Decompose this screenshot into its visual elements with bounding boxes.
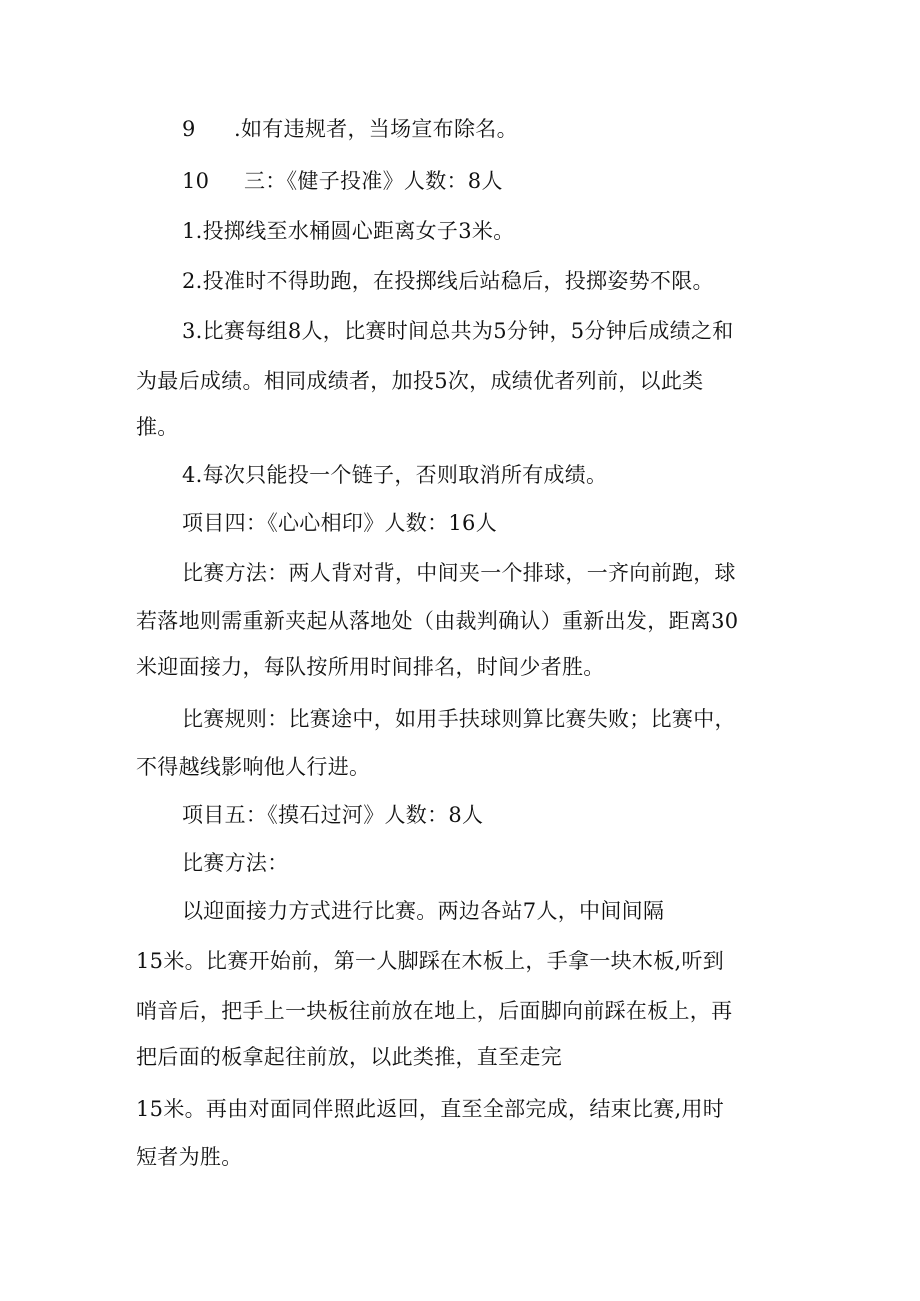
line-text: .如有违规者，当场宣布除名。 bbox=[234, 117, 518, 141]
paragraph-line bbox=[136, 652, 605, 682]
project-three-heading bbox=[182, 166, 503, 196]
line-text: 比赛规则：比赛途中，如用手扶球则算比赛失败；比赛中， bbox=[182, 707, 736, 731]
paragraph-line bbox=[136, 946, 724, 976]
rule-item-2 bbox=[182, 266, 714, 296]
line-text: 短者为胜。 bbox=[136, 1145, 243, 1169]
method-paragraph bbox=[182, 558, 736, 588]
paragraph-line bbox=[136, 606, 738, 636]
rules-paragraph bbox=[182, 704, 736, 734]
line-text: 三：《健子投准》人数：8人 bbox=[244, 169, 503, 193]
line-text: 米迎面接力，每队按所用时间排名，时间少者胜。 bbox=[136, 655, 605, 679]
rule-item-3 bbox=[182, 316, 734, 346]
paragraph-line bbox=[136, 366, 703, 396]
paragraph-line bbox=[136, 1094, 724, 1124]
line-text: 不得越线影响他人行进。 bbox=[136, 755, 371, 779]
line-text: 哨音后，把手上一块板往前放在地上，后面脚向前踩在板上，再 bbox=[136, 999, 733, 1023]
line-text: 为最后成绩。相同成绩者，加投5次，成绩优者列前，以此类 bbox=[136, 369, 704, 393]
line-text: 项目五：《摸石过河》人数：8人 bbox=[182, 803, 484, 827]
numbered-rule-9 bbox=[182, 114, 518, 144]
line-text: 若落地则需重新夹起从落地处（由裁判确认）重新出发，距离30 bbox=[136, 609, 739, 633]
line-text: 2.投准时不得助跑，在投掷线后站稳后，投掷姿势不限。 bbox=[182, 269, 714, 293]
rule-item-1 bbox=[182, 216, 515, 246]
line-text: 1.投掷线至水桶圆心距离女子3米。 bbox=[182, 219, 515, 243]
line-text: 15米。再由对面同伴照此返回，直至全部完成，结束比赛,用时 bbox=[136, 1097, 725, 1121]
line-number: 9 bbox=[182, 117, 196, 141]
paragraph-line bbox=[136, 412, 179, 442]
line-text: 15米。比赛开始前，第一人脚踩在木板上，手拿一块木板,听到 bbox=[136, 949, 725, 973]
line-text: 4.每次只能投一个链子，否则取消所有成绩。 bbox=[182, 463, 608, 487]
line-text: 把后面的板拿起往前放，以此类推，直至走完 bbox=[136, 1045, 562, 1069]
paragraph-line bbox=[136, 996, 732, 1026]
project-five-heading bbox=[182, 800, 483, 830]
method-heading bbox=[182, 848, 289, 878]
method-paragraph bbox=[182, 896, 664, 926]
line-text: 比赛方法： bbox=[182, 851, 289, 875]
paragraph-line bbox=[136, 1042, 562, 1072]
paragraph-line bbox=[136, 752, 370, 782]
line-text: 项目四：《心心相印》人数：16人 bbox=[182, 511, 498, 535]
line-text: 以迎面接力方式进行比赛。两边各站7人，中间间隔 bbox=[182, 899, 665, 923]
line-text: 3.比赛每组8人，比赛时间总共为5分钟，5分钟后成绩之和 bbox=[182, 319, 734, 343]
line-text: 推。 bbox=[136, 415, 179, 439]
rule-item-4 bbox=[182, 460, 607, 490]
line-number: 10 bbox=[182, 169, 210, 193]
line-text: 比赛方法：两人背对背，中间夹一个排球，一齐向前跑，球 bbox=[182, 561, 736, 585]
project-four-heading bbox=[182, 508, 497, 538]
paragraph-line bbox=[136, 1142, 243, 1172]
